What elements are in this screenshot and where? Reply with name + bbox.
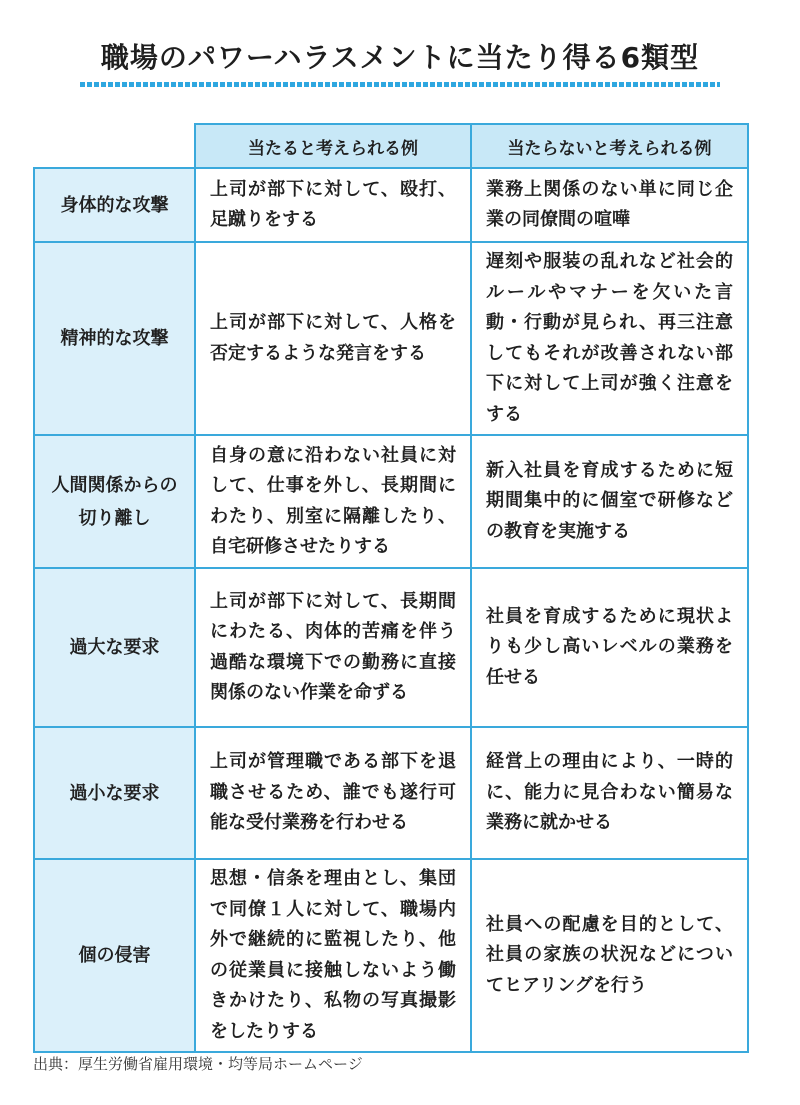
table-row	[34, 168, 748, 242]
table-header-row	[34, 124, 748, 168]
header-applicable: 当たると考えられる例	[195, 124, 471, 168]
page-title: 職場のパワーハラスメントに当たり得る6類型	[100, 41, 700, 74]
title-dotted-underline	[80, 82, 720, 87]
not-applicable-example: 社員への配慮を目的として、社員の家族の状況などについてヒアリングを行う	[471, 859, 748, 1052]
not-applicable-example: 経営上の理由により、一時的に、能力に見合わない簡易な業務に就かせる	[471, 727, 748, 859]
table-corner-cell	[34, 124, 195, 168]
header-not-applicable: 当たらないと考えられる例	[471, 124, 748, 168]
table-row	[34, 242, 748, 435]
applicable-example: 上司が部下に対して、人格を否定するような発言をする	[195, 242, 471, 435]
applicable-example: 上司が部下に対して、長期間にわたる、肉体的苦痛を伴う過酷な環境下での勤務に直接関係のない作業を命ずる	[195, 568, 471, 727]
category-cell: 過小な要求	[34, 727, 195, 859]
category-cell: 個の侵害	[34, 859, 195, 1052]
table-row	[34, 727, 748, 859]
not-applicable-example: 業務上関係のない単に同じ企業の同僚間の喧嘩	[471, 168, 748, 242]
category-cell: 人間関係からの切り離し	[34, 435, 195, 568]
table-row	[34, 859, 748, 1052]
source-note: 出典：厚生労働省雇用環境・均等局ホームページ	[33, 1055, 363, 1073]
not-applicable-example: 遅刻や服装の乱れなど社会的ルールやマナーを欠いた言動・行動が見られ、再三注意してもそれが改善されない部下に対して上司が強く注意をする	[471, 242, 748, 435]
category-cell: 精神的な攻撃	[34, 242, 195, 435]
table-row	[34, 435, 748, 568]
table-row	[34, 568, 748, 727]
not-applicable-example: 社員を育成するために現状よりも少し高いレベルの業務を任せる	[471, 568, 748, 727]
applicable-example: 上司が管理職である部下を退職させるため、誰でも遂行可能な受付業務を行わせる	[195, 727, 471, 859]
applicable-example: 自身の意に沿わない社員に対して、仕事を外し、長期間にわたり、別室に隔離したり、自宅研修させたりする	[195, 435, 471, 568]
category-cell: 過大な要求	[34, 568, 195, 727]
category-cell: 身体的な攻撃	[34, 168, 195, 242]
not-applicable-example: 新入社員を育成するために短期間集中的に個室で研修などの教育を実施する	[471, 435, 748, 568]
harassment-types-table	[33, 123, 749, 1053]
applicable-example: 上司が部下に対して、殴打、足蹴りをする	[195, 168, 471, 242]
applicable-example: 思想・信条を理由とし、集団で同僚１人に対して、職場内外で継続的に監視したり、他の従業員に接触しないよう働きかけたり、私物の写真撮影をしたりする	[195, 859, 471, 1052]
